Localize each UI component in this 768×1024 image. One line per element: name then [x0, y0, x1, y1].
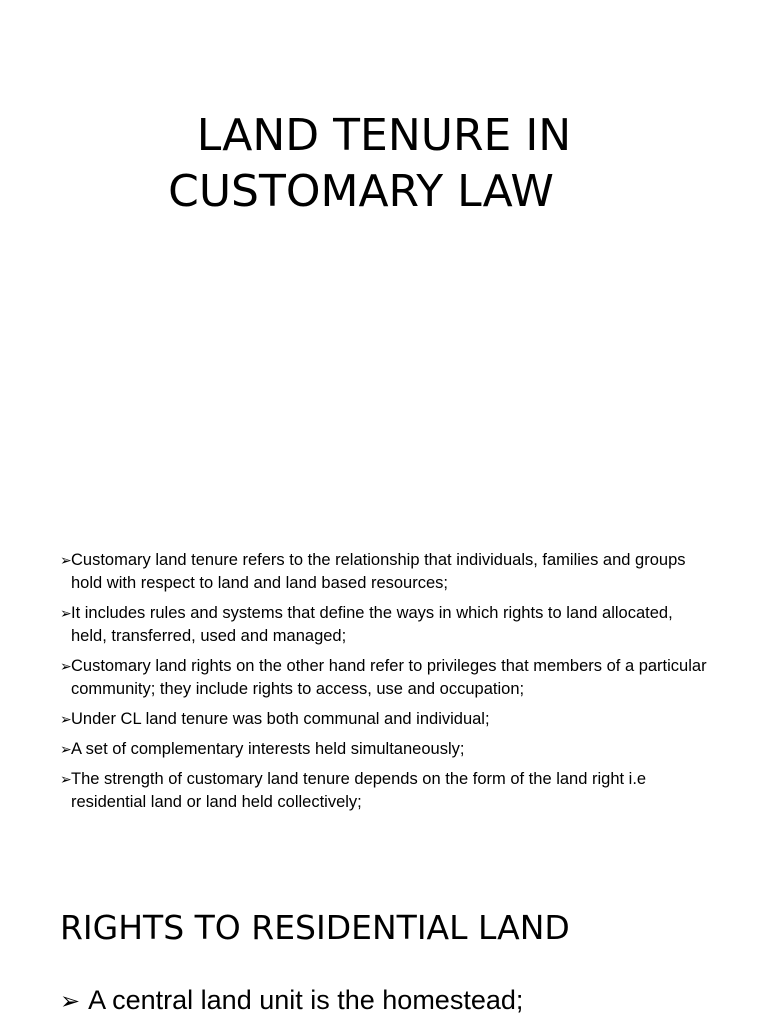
- arrow-bullet-icon: ➢: [60, 988, 81, 1015]
- arrow-bullet-icon: ➢: [60, 771, 72, 787]
- arrow-bullet-icon: ➢: [60, 552, 72, 568]
- bullet-item: [60, 655, 710, 701]
- arrow-bullet-icon: ➢: [60, 711, 72, 727]
- arrow-bullet-icon: ➢: [60, 741, 72, 757]
- slide-title-line-2: CUSTOMARY LAW: [168, 166, 554, 217]
- bullet-item: [60, 768, 710, 814]
- bullet-item: [60, 708, 710, 731]
- bullet-item: [60, 738, 710, 761]
- bullet-item: [60, 602, 710, 648]
- bullet-text: The strength of customary land tenure depends on the form of the land right i.e residential land or land held collectively;: [71, 770, 647, 811]
- section-bullet-item: [60, 980, 523, 1022]
- bullet-text: It includes rules and systems that define the ways in which rights to land allocated, held, transferred, used and managed;: [71, 604, 673, 645]
- bullet-text: Under CL land tenure was both communal and individual;: [71, 710, 490, 728]
- section-bullet-text: A central land unit is the homestead;: [88, 985, 524, 1015]
- slide-title: [0, 108, 768, 220]
- bullet-text: A set of complementary interests held simultaneously;: [71, 740, 465, 758]
- bullet-list: [60, 549, 710, 821]
- bullet-item: [60, 549, 710, 595]
- arrow-bullet-icon: ➢: [60, 605, 72, 621]
- bullet-text: Customary land tenure refers to the relationship that individuals, families and groups hold with respect to land and land based resources;: [71, 551, 686, 592]
- slide-title-line-1: LAND TENURE IN: [196, 110, 572, 161]
- arrow-bullet-icon: ➢: [60, 658, 72, 674]
- bullet-text: Customary land rights on the other hand refer to privileges that members of a particular community; they include rights to access, use and occupation;: [71, 657, 707, 698]
- section-heading: RIGHTS TO RESIDENTIAL LAND: [60, 908, 570, 947]
